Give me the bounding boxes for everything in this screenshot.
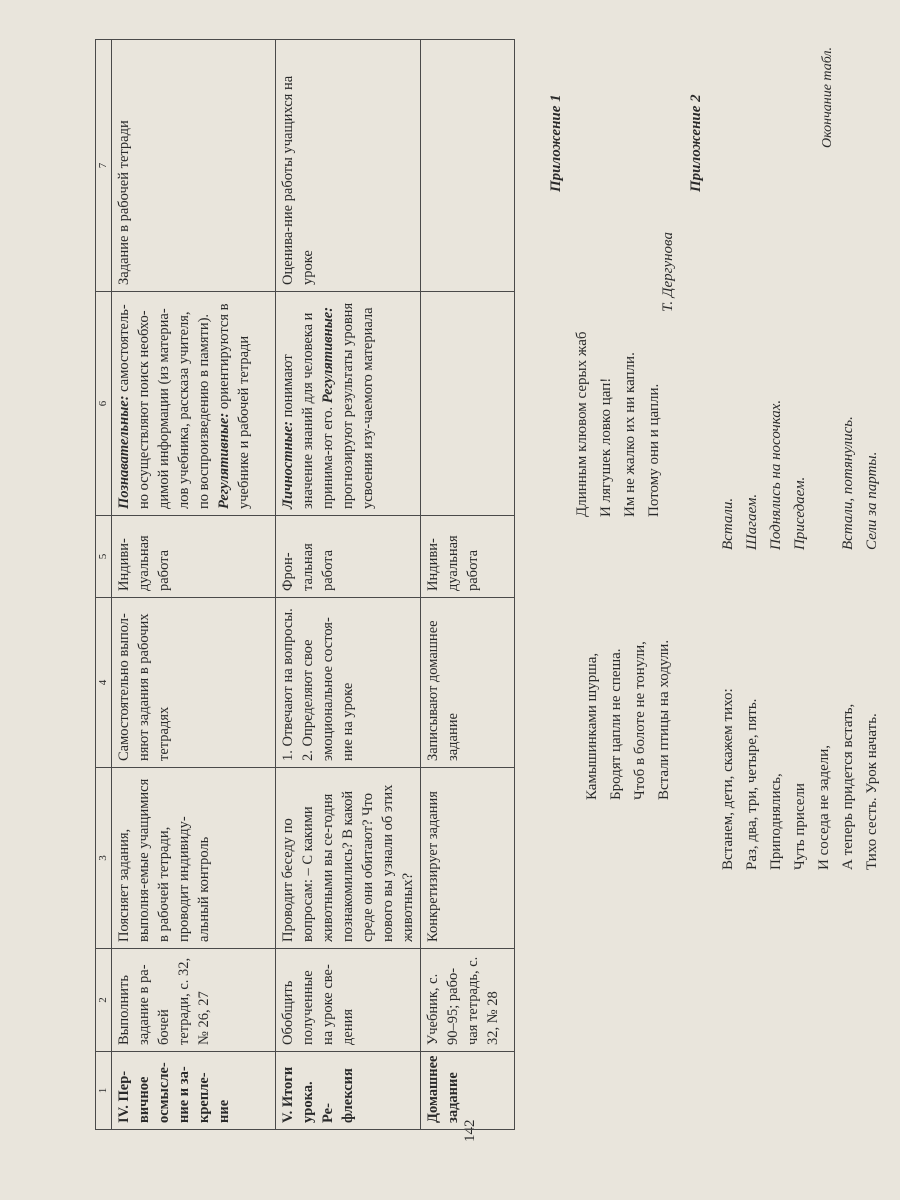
table-row xyxy=(421,40,515,1130)
poem-line: Потому они и цапли. xyxy=(646,383,662,517)
uud-cell xyxy=(112,292,276,516)
appendix-2-title: Приложение 2 xyxy=(688,94,704,192)
teacher-activity-cell: Поясняет задания, выполня-емые учащимися в рабочей тетради, проводит индивиду-альный контроль xyxy=(112,768,276,949)
task-cell: Учебник, с. 90–95; рабо-чая тетрадь, с. 32, № 28 xyxy=(421,949,515,1052)
student-activity-cell: 1. Отвечают на вопросы. 2. Определяют свое эмоциональное состоя-ние на уроке xyxy=(276,598,421,768)
poem-action-line: Сели за парты. xyxy=(864,451,880,550)
lesson-table xyxy=(95,39,515,1130)
poem-action-line: Приседаем. xyxy=(792,476,808,550)
uud-cell xyxy=(276,292,421,516)
uud-cell xyxy=(421,292,515,516)
student-activity-cell: Самостоятельно выпол-няют задания в рабочих тетрадях xyxy=(112,598,276,768)
poem-action-line: Встали, потянулись. xyxy=(840,416,856,550)
poem-author: Т. Дергунова xyxy=(660,232,676,312)
uud-label: Познавательные: xyxy=(116,395,133,509)
anchor xyxy=(716,869,717,870)
column-number: 3 xyxy=(96,768,112,949)
control-cell xyxy=(421,40,515,292)
poem-line: А теперь придется встать, xyxy=(840,703,856,870)
poem-line: Камышинками шурша, xyxy=(584,652,600,800)
page-number: 142 xyxy=(462,1119,478,1142)
uud-text: ориентируются в учебнике и рабочей тетради xyxy=(216,303,253,509)
stage-cell: Домашнее задание xyxy=(421,1052,515,1130)
column-number: 4 xyxy=(96,598,112,768)
student-activity-cell: Записывают домашнее задание xyxy=(421,598,515,768)
table-continuation-note: Окончание табл. xyxy=(820,47,835,148)
poem-line: Чтоб в болоте не тонули, xyxy=(632,641,648,800)
uud-text: самостоятель-но осуществляют поиск необхо-димой информации (из материа-лов учебника, рассказа учителя, по воспроизведению в памяти). xyxy=(116,304,213,509)
poem-action-line: Шагаем. xyxy=(744,493,760,550)
task-cell: Выполнить задание в ра-бочей тетради, с. 32, № 26, 27 xyxy=(112,949,276,1052)
column-number: 1 xyxy=(96,1052,112,1130)
uud-label: Регулятивные: xyxy=(216,412,233,509)
control-cell: Оценива-ние работы учащихся на уроке xyxy=(276,40,421,292)
column-number: 7 xyxy=(96,40,112,292)
poem-line: И соседа не задели, xyxy=(816,744,832,870)
work-form-cell: Фрон-тальная работа xyxy=(276,516,421,598)
uud-label: Регулятивные: xyxy=(320,306,337,404)
poem-line: И лягушек ловко цап! xyxy=(598,377,614,517)
teacher-activity-cell: Конкретизирует задания xyxy=(421,768,515,949)
poem-line: Раз, два, три, четыре, пять. xyxy=(744,698,760,870)
task-cell: Обобщить полученные на уроке све-дения xyxy=(276,949,421,1052)
poem-line: Встали птицы на ходули. xyxy=(656,639,672,800)
stage-cell: IV. Пер-вичное осмысле-ние и за-крепле-ние xyxy=(112,1052,276,1130)
uud-text: понимают значение знаний для человека и принима-ют его. xyxy=(280,312,337,509)
stage-cell: V. Итоги урока. Ре-флексия xyxy=(276,1052,421,1130)
column-number: 5 xyxy=(96,516,112,598)
column-number: 6 xyxy=(96,292,112,516)
poem-line: Чуть присели xyxy=(792,783,808,870)
control-cell: Задание в рабочей тетради xyxy=(112,40,276,292)
appendix-1-left-stanza xyxy=(580,640,676,800)
uud-label: Личностные: xyxy=(280,420,297,509)
poem-line: Встанем, дети, скажем тихо: xyxy=(720,688,736,870)
table-row xyxy=(276,40,421,1130)
uud-text: прогнозируют результаты уровня усвоения изу-чаемого материала xyxy=(340,302,377,509)
column-number: 2 xyxy=(96,949,112,1052)
poem-action-line: Встали. xyxy=(720,497,736,550)
work-form-cell: Индиви-дуальная работа xyxy=(112,516,276,598)
work-form-cell: Индиви-дуальная работа xyxy=(421,516,515,598)
poem-line: Бродят цапли не спеша. xyxy=(608,648,624,800)
poem-action-line: Поднялись на носочках. xyxy=(768,399,784,550)
appendix-1-title: Приложение 1 xyxy=(548,94,564,192)
table-row xyxy=(112,40,276,1130)
poem-line: Тихо сесть. Урок начать. xyxy=(864,713,880,870)
column-number-row xyxy=(96,40,112,1130)
poem-line: Им не жалко их ни капли. xyxy=(622,352,638,517)
poem-line: Длинным клювом серых жаб xyxy=(574,331,590,517)
teacher-activity-cell: Проводит беседу по вопросам: – С какими животными вы се-годня познакомились? В какой среде они обитают? Что нового вы узнали об этих животных? xyxy=(276,768,421,949)
appendix-1-right-stanza xyxy=(570,331,666,517)
appendix-2-left-stanza xyxy=(716,688,884,870)
poem-line: Приподнялись, xyxy=(768,773,784,870)
